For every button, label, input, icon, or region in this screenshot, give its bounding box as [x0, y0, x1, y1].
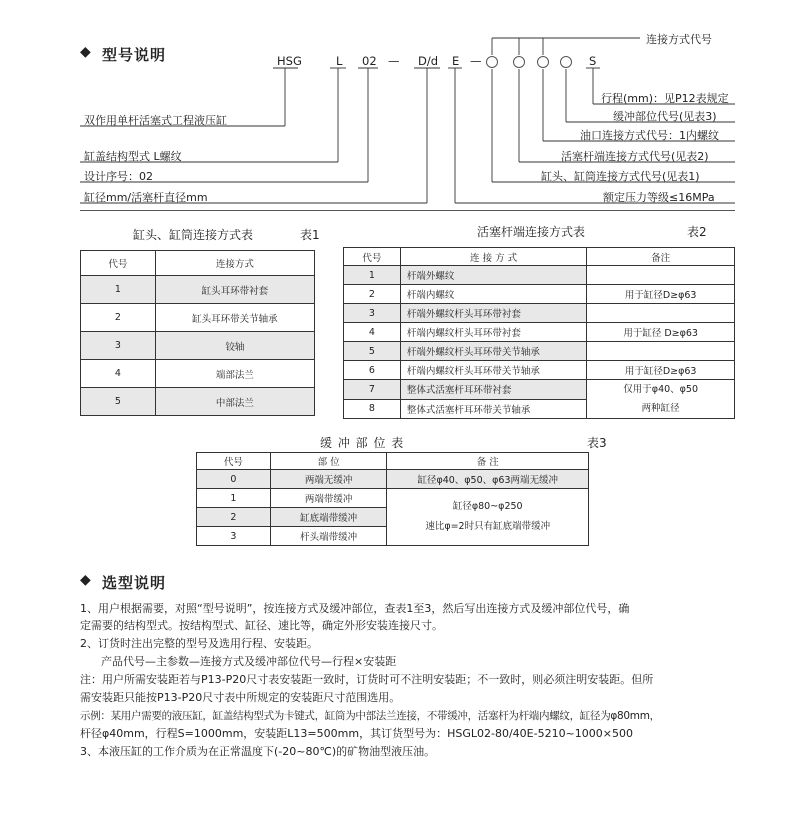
- table2-cell: 3: [344, 304, 401, 323]
- table2-cell: 杆端外螺纹杆头耳环带关节轴承: [400, 342, 586, 361]
- table2-cell: [587, 266, 735, 285]
- divider: [80, 210, 735, 211]
- table2-cell: 8: [344, 399, 401, 419]
- table3-note-line: 缸径φ80~φ250: [452, 501, 523, 512]
- table1-cell: 4: [81, 360, 156, 388]
- table2-cell: 杆端外螺纹: [400, 266, 586, 285]
- table2-cell: 2: [344, 285, 401, 304]
- table1-title: 缸头、缸筒连接方式表: [133, 228, 254, 242]
- para-line: 3、本液压缸的工作介质为在正常温度下(-20~80℃)的矿物油型液压油。: [80, 745, 436, 758]
- table1-header: 连接方式: [155, 251, 314, 276]
- table2-note-line: 仅用于φ40、φ50: [623, 384, 699, 395]
- table1-cell: 缸头耳环带衬套: [155, 276, 314, 304]
- para-line: 2、订货时注出完整的型号及选用行程、安装距。: [80, 637, 318, 650]
- table2-cell: 杆端内螺纹杆头耳环带衬套: [400, 323, 586, 342]
- table2-cell: 杆端外螺纹杆头耳环带衬套: [400, 304, 586, 323]
- code-dash: —: [388, 54, 400, 68]
- section-title-selection: 选型说明: [102, 574, 167, 592]
- table2-cell: 1: [344, 266, 401, 285]
- table1-no: 表1: [300, 228, 320, 242]
- label-cover-type: 缸盖结构型式 L螺纹: [84, 150, 182, 163]
- table2-header: 连 接 方 式: [400, 248, 586, 266]
- table3-cell: 杆头端带缓冲: [270, 527, 387, 546]
- table2-cell: [587, 304, 735, 323]
- code-s: S: [589, 54, 597, 68]
- table2-cell: 整体式活塞杆耳环带关节轴承: [400, 399, 586, 419]
- table2-no: 表2: [687, 225, 707, 239]
- label-stroke: 行程(mm)：见P12表规定: [601, 92, 729, 105]
- table3-header: 代号: [197, 453, 271, 470]
- table1-cell: 中部法兰: [155, 388, 314, 416]
- code-l: L: [336, 54, 343, 68]
- table1: [80, 250, 315, 416]
- table3-cell: 3: [197, 527, 271, 546]
- label-design-no: 设计序号：02: [84, 170, 153, 183]
- para-line: 产品代号—主参数—连接方式及缓冲部位代号—行程×安装距: [101, 655, 397, 668]
- para-line: 示例：某用户需要的液压缸，缸盖结构型式为卡键式，缸筒为中部法兰连接，不带缓冲，活塞杆为杆端内螺纹，缸径为φ80mm，: [80, 710, 660, 722]
- section-title-model: 型号说明: [102, 46, 167, 64]
- table2-cell: 杆端内螺纹: [400, 285, 586, 304]
- table2-title: 活塞杆端连接方式表: [477, 225, 586, 239]
- table3-merged-note: [387, 489, 589, 546]
- table2-cell: 用于缸径D≥φ63: [587, 361, 735, 380]
- table3-cell: 缸底端带缓冲: [270, 508, 387, 527]
- para-line: 注：用户所需安装距若与P13-P20尺寸表安装距一致时，订货时可不注明安装距；不一致时，则必须注明安装距。但所: [80, 673, 654, 686]
- code-dash-2: —: [470, 54, 482, 68]
- table3-no: 表3: [587, 436, 607, 450]
- table3-header: 备 注: [387, 453, 589, 470]
- table2-header: 备注: [587, 248, 735, 266]
- diamond-bullet-icon: ◆: [80, 572, 91, 588]
- table2-cell: 整体式活塞杆耳环带衬套: [400, 380, 586, 400]
- table3-cell: 2: [197, 508, 271, 527]
- label-cushion: 缓冲部位代号(见表3): [613, 110, 717, 123]
- label-bore: 缸径mm/活塞杆直径mm: [84, 191, 208, 204]
- table3-note-line: 速比φ=2时只有缸底端带缓冲: [425, 521, 551, 532]
- label-rod-end: 活塞杆端连接方式代号(见表2): [561, 150, 709, 163]
- label-head-tube: 缸头、缸筒连接方式代号(见表1): [541, 170, 700, 183]
- diamond-bullet-icon: ◆: [80, 44, 91, 60]
- table2-cell: 用于缸径D≥φ63: [587, 285, 735, 304]
- para-line: 需安装距只能按P13-P20尺寸表中所规定的安装距尺寸范围选用。: [80, 691, 401, 704]
- table2-header: 代号: [344, 248, 401, 266]
- table3: [196, 452, 589, 546]
- table2-note-line: 两种缸径: [641, 403, 680, 414]
- table2-cell: 6: [344, 361, 401, 380]
- table3-cell: 0: [197, 470, 271, 489]
- para-line: 定需要的结构型式。按结构型式、缸径、速比等，确定外形安装连接尺寸。: [80, 619, 443, 632]
- table2-merged-note: [587, 380, 735, 419]
- table2-cell: 用于缸径 D≥φ63: [587, 323, 735, 342]
- label-pressure: 额定压力等级≤16MPa: [603, 191, 715, 204]
- code-02: 02: [362, 54, 377, 68]
- table1-cell: 铰轴: [155, 332, 314, 360]
- table1-cell: 3: [81, 332, 156, 360]
- table3-title: 缓 冲 部 位 表: [320, 436, 405, 450]
- table2-cell: 4: [344, 323, 401, 342]
- code-e: E: [452, 54, 460, 68]
- table3-cell: 两端带缓冲: [270, 489, 387, 508]
- para-line: 1、用户根据需要，对照“型号说明”，按连接方式及缓冲部位，查表1至3，然后写出连接方式及缓冲部位代号，确: [80, 602, 630, 615]
- table2-cell: 7: [344, 380, 401, 400]
- table1-cell: 1: [81, 276, 156, 304]
- table1-cell: 2: [81, 304, 156, 332]
- table2-cell: 5: [344, 342, 401, 361]
- table1-cell: 端部法兰: [155, 360, 314, 388]
- code-hsg: HSG: [277, 54, 302, 68]
- label-connect-code: 连接方式代号: [646, 33, 712, 46]
- table2-cell: 杆端内螺纹杆头耳环带关节轴承: [400, 361, 586, 380]
- table2: [343, 247, 735, 419]
- table1-header: 代号: [81, 251, 156, 276]
- table1-cell: 5: [81, 388, 156, 416]
- table2-cell: [587, 342, 735, 361]
- para-line: 杆径φ40mm，行程S=1000mm，安装距L13=500mm，其订货型号为：HSGL02-80/40E-5210~1000×500: [80, 727, 633, 740]
- table3-cell: 两端无缓冲: [270, 470, 387, 489]
- table3-header: 部 位: [270, 453, 387, 470]
- table3-cell: 1: [197, 489, 271, 508]
- label-oil-port: 油口连接方式代号：1内螺纹: [580, 129, 719, 142]
- code-dd: D/d: [418, 54, 439, 68]
- table1-cell: 缸头耳环带关节轴承: [155, 304, 314, 332]
- table3-cell: 缸径φ40、φ50、φ63两端无缓冲: [387, 470, 589, 489]
- label-double-acting: 双作用单杆活塞式工程液压缸: [84, 114, 227, 127]
